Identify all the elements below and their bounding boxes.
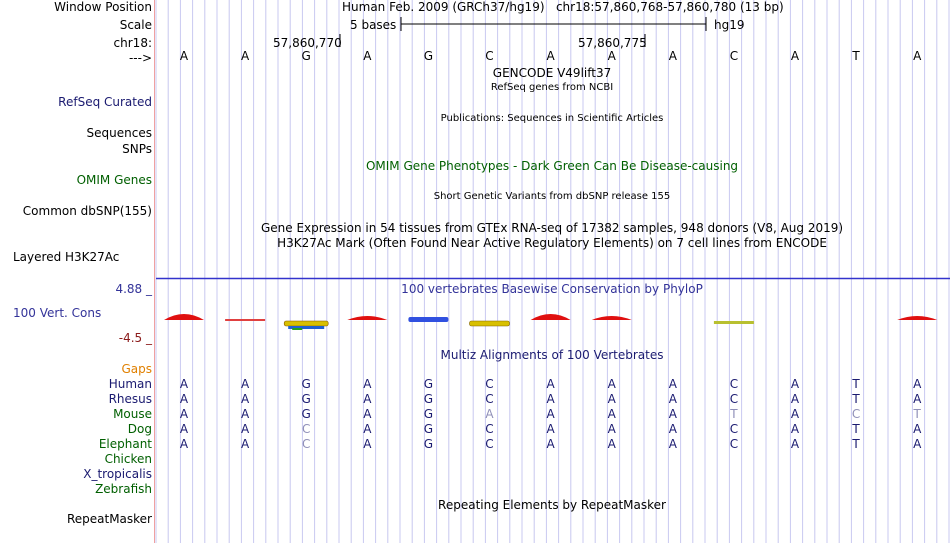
conservation-blue-glyph xyxy=(408,317,448,322)
reference-base: A xyxy=(668,49,677,63)
alignment-base: G xyxy=(423,407,434,421)
alignment-base: A xyxy=(546,437,555,451)
reference-base: A xyxy=(179,49,189,63)
alignment-base: A xyxy=(179,437,189,451)
scale-value: 5 bases xyxy=(350,18,397,32)
species-label[interactable]: Elephant xyxy=(98,437,152,451)
phylop-track-label[interactable]: 100 Vert. Cons xyxy=(13,306,102,320)
alignment-base: C xyxy=(485,437,494,451)
reference-base: C xyxy=(485,49,494,63)
alignment-base: A xyxy=(546,407,555,421)
alignment-base: G xyxy=(301,377,311,391)
alignment-base: G xyxy=(423,422,434,436)
alignment-base: A xyxy=(607,407,616,421)
alignment-base: A xyxy=(363,377,372,391)
dbsnp-track-title[interactable]: Short Genetic Variants from dbSNP release 155 xyxy=(433,191,671,202)
conservation-peak xyxy=(592,316,632,320)
refseq-track-label[interactable]: RefSeq Curated xyxy=(58,95,152,109)
species-label[interactable]: Mouse xyxy=(113,407,152,421)
alignment-base: A xyxy=(546,377,555,391)
alignment-base: A xyxy=(240,407,250,421)
alignment-base: A xyxy=(668,392,677,406)
alignment-base: G xyxy=(301,407,311,421)
alignment-base: A xyxy=(668,422,677,436)
strand-label: ---> xyxy=(128,51,152,65)
alignment-base: A xyxy=(668,437,677,451)
alignment-base: C xyxy=(301,437,311,451)
conservation-olive-glyph xyxy=(714,321,754,324)
alignment-base: T xyxy=(852,437,860,451)
alignment-base: A xyxy=(546,422,555,436)
alignment-base: A xyxy=(179,422,189,436)
alignment-base: C xyxy=(729,422,739,436)
conservation-mixed-glyph-green xyxy=(292,328,302,330)
reference-base: A xyxy=(913,49,922,63)
alignment-base: A xyxy=(790,422,800,436)
alignment-base: C xyxy=(729,437,739,451)
chrom-label: chr18: xyxy=(113,36,152,50)
alignment-base: A xyxy=(546,392,555,406)
alignment-base: T xyxy=(730,407,738,421)
conservation-peak xyxy=(164,314,204,320)
alignment-base: A xyxy=(363,407,372,421)
phylop-axis-min: -4.5 _ xyxy=(118,331,152,345)
species-label[interactable]: Zebrafish xyxy=(95,482,152,496)
alignment-base: A xyxy=(485,407,494,421)
alignment-base: A xyxy=(363,392,372,406)
alignment-base: A xyxy=(607,437,616,451)
reference-base: A xyxy=(607,49,616,63)
conservation-peak xyxy=(347,316,387,320)
conservation-peak xyxy=(897,316,937,320)
reference-base: G xyxy=(301,49,311,63)
alignment-base: G xyxy=(423,437,434,451)
sequences-track-label[interactable]: Sequences xyxy=(86,126,152,140)
alignment-base: A xyxy=(913,392,922,406)
alignment-base: G xyxy=(423,392,434,406)
alignment-base: A xyxy=(240,422,250,436)
alignment-base: C xyxy=(729,377,739,391)
conservation-mixed-glyph xyxy=(284,321,328,326)
alignment-base: A xyxy=(179,392,189,406)
alignment-base: A xyxy=(668,407,677,421)
alignment-base: G xyxy=(301,392,311,406)
alignment-base: A xyxy=(913,437,922,451)
refseq-track-subtitle[interactable]: RefSeq genes from NCBI xyxy=(490,82,614,93)
alignment-base: A xyxy=(240,392,250,406)
dbsnp-track-label[interactable]: Common dbSNP(155) xyxy=(22,204,152,218)
coord-label-1: 57,860,770 xyxy=(273,36,342,50)
alignment-base: T xyxy=(852,422,860,436)
gencode-track-title[interactable]: GENCODE V49lift37 xyxy=(492,66,612,80)
alignment-base: C xyxy=(485,422,494,436)
alignment-base: A xyxy=(790,407,800,421)
alignment-base: A xyxy=(668,377,677,391)
conservation-yellow-glyph xyxy=(470,321,510,326)
alignment-base: T xyxy=(852,392,860,406)
alignment-base: T xyxy=(852,377,860,391)
alignment-base: C xyxy=(729,392,739,406)
species-label[interactable]: X_tropicalis xyxy=(83,467,152,481)
coord-label-2: 57,860,775 xyxy=(578,36,647,50)
alignment-base: A xyxy=(913,377,922,391)
alignment-base: A xyxy=(790,377,800,391)
reference-base: A xyxy=(363,49,372,63)
alignment-base: A xyxy=(607,422,616,436)
multiz-track-title[interactable]: Multiz Alignments of 100 Vertebrates xyxy=(440,348,664,362)
alignment-base: A xyxy=(913,422,922,436)
reference-base: G xyxy=(423,49,434,63)
alignment-base: A xyxy=(363,422,372,436)
alignment-base: A xyxy=(179,407,189,421)
reference-base: A xyxy=(546,49,555,63)
h3k27ac-track-label[interactable]: Layered H3K27Ac xyxy=(13,250,120,264)
repeatmasker-track-title[interactable]: Repeating Elements by RepeatMasker xyxy=(438,498,666,512)
species-label[interactable]: Dog xyxy=(127,422,152,436)
species-label[interactable]: Human xyxy=(108,377,152,391)
alignment-base: C xyxy=(301,422,311,436)
omim-track-title[interactable]: OMIM Gene Phenotypes - Dark Green Can Be Disease-causing xyxy=(365,159,739,173)
reference-base: A xyxy=(240,49,250,63)
alignment-base: A xyxy=(790,392,800,406)
species-label[interactable]: Rhesus xyxy=(108,392,152,406)
window-position-label: Window Position xyxy=(54,0,152,14)
conservation-peak xyxy=(531,314,571,320)
h3k27ac-track-title[interactable]: H3K27Ac Mark (Often Found Near Active Regulatory Elements) on 7 cell lines from ENCODE xyxy=(277,236,827,250)
alignment-base: A xyxy=(240,437,250,451)
alignment-base: A xyxy=(240,377,250,391)
species-label[interactable]: Chicken xyxy=(104,452,152,466)
reference-base: A xyxy=(790,49,800,63)
alignment-base: A xyxy=(179,377,189,391)
alignment-base: T xyxy=(913,407,921,421)
phylop-axis-max: 4.88 _ xyxy=(115,282,152,296)
alignment-base: C xyxy=(485,377,494,391)
alignment-base: A xyxy=(607,392,616,406)
alignment-base: C xyxy=(851,407,861,421)
conservation-peak-low xyxy=(225,319,265,321)
alignment-base: G xyxy=(423,377,434,391)
reference-base: C xyxy=(729,49,739,63)
gaps-track-label[interactable]: Gaps xyxy=(121,362,152,376)
scale-label: Scale xyxy=(119,18,152,32)
phylop-track-title[interactable]: 100 vertebrates Basewise Conservation by PhyloP xyxy=(401,282,703,296)
scale-assembly: hg19 xyxy=(714,18,745,32)
snps-track-label[interactable]: SNPs xyxy=(122,142,152,156)
alignment-base: A xyxy=(607,377,616,391)
window-position-value: Human Feb. 2009 (GRCh37/hg19) chr18:57,860,768-57,860,780 (13 bp) xyxy=(342,0,784,14)
reference-base: T xyxy=(852,49,860,63)
alignment-base: A xyxy=(790,437,800,451)
gtex-track-title[interactable]: Gene Expression in 54 tissues from GTEx RNA-seq of 17382 samples, 948 donors (V8, Aug 2019) xyxy=(260,221,844,235)
omim-track-label[interactable]: OMIM Genes xyxy=(76,173,152,187)
alignment-base: C xyxy=(485,392,494,406)
repeatmasker-track-label[interactable]: RepeatMasker xyxy=(66,512,152,526)
alignment-base: A xyxy=(363,437,372,451)
publications-track-title[interactable]: Publications: Sequences in Scientific Articles xyxy=(440,113,664,124)
